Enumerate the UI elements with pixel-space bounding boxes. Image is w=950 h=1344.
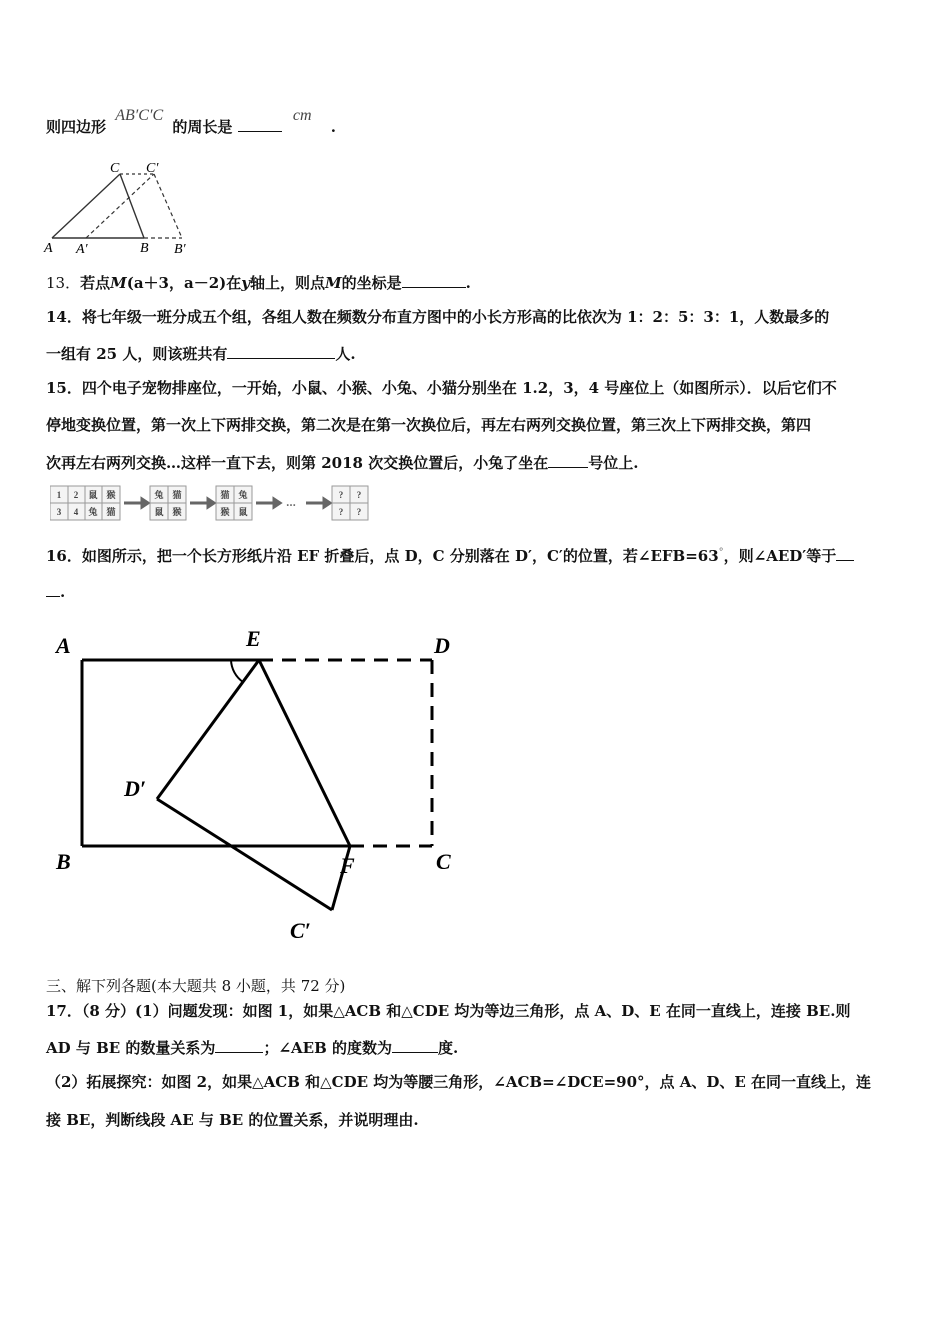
q15-line-3: [46, 452, 638, 473]
q15-grid1-cell-3: 鼠: [88, 490, 98, 500]
q13-end: .: [465, 274, 471, 292]
q16-edge-ED2: [157, 660, 259, 799]
q15-grid1-cell-5: 3: [56, 507, 62, 517]
q16-degree-sign: °: [718, 547, 724, 558]
q15-grid3-cell-1: 猫: [220, 490, 230, 500]
q12-label-A2: A′: [76, 242, 88, 256]
q12-middle: 的周长是: [172, 118, 233, 136]
q15-grid1-cell-4: 猴: [106, 490, 116, 500]
q17-line-1: 17．（8 分）(1）问题发现：如图 1，如果△ACB 和△CDE 均为等边三角形，点 A、D、E 在同一直线上，连接 BE.则: [46, 1002, 851, 1020]
q17-answer-blank-2: [392, 1038, 438, 1053]
q12-perimeter-line: [46, 107, 336, 137]
q15-grid-start: [50, 486, 120, 520]
q12-label-C: C: [110, 161, 120, 176]
q16-answer-blank-1: [836, 546, 854, 561]
q15-arrow-3: [256, 499, 280, 507]
q15-grid4-cell-1: ?: [338, 490, 344, 500]
q16-label-D: D: [434, 633, 450, 658]
q15-line-2: 停地变换位置，第一次上下两排交换，第二次是在第一次换位后，再左右两列交换位置，第三次上下两排交换，第四: [46, 416, 812, 434]
q15-ellipsis: …: [286, 498, 296, 509]
q16-text-end: ，则∠AED′等于: [723, 547, 837, 565]
q17-end: 度.: [437, 1039, 459, 1057]
q16-label-F: F: [340, 853, 355, 878]
q12-shape-name: AB′C′C: [115, 107, 164, 124]
q15-grid4-cell-4: ?: [356, 507, 362, 517]
q17-line-2: [46, 1037, 458, 1058]
q15-grid-unknown: [332, 486, 368, 520]
q17-text-a: AD 与 BE 的数量关系为: [46, 1039, 216, 1057]
q15-grid4-cell-2: ?: [356, 490, 362, 500]
q13-point-M2: M: [324, 274, 342, 292]
section-3-heading: 三、解下列各题(本大题共 8 小题，共 72 分): [46, 977, 346, 995]
q12-line-A2C2: [86, 174, 154, 238]
q15-grid2-cell-2: 猫: [172, 490, 182, 500]
q17-line-3: （2）拓展探究：如图 2，如果△ACB 和△CDE 均为等腰三角形，∠ACB=∠DCE=90°，点 A、D、E 在同一直线上，连: [46, 1073, 872, 1091]
q12-answer-blank: [238, 117, 282, 132]
q13-text-b: 在: [226, 274, 242, 292]
q15-grid2-cell-4: 猴: [172, 507, 182, 517]
q15-grid2-cell-1: 兔: [154, 490, 164, 500]
q15-grid3-cell-2: 兔: [238, 490, 248, 500]
q12-label-A: A: [44, 241, 53, 256]
q17-line-4: 接 BE，判断线段 AE 与 BE 的位置关系，并说明理由.: [46, 1111, 419, 1129]
q15-grid-step1: [150, 486, 186, 520]
q16-angle-mark: [231, 660, 243, 682]
q13-text-d: 的坐标是: [341, 274, 402, 292]
q15-grid-step2: [216, 486, 252, 520]
q14-line-1: 14．将七年级一班分成五个组，各组人数在频数分布直方图中的小长方形高的比依次为 1：2：5：3：1，人数最多的: [46, 308, 830, 326]
q14-end: 人.: [335, 345, 356, 363]
q14-answer-blank: [227, 344, 335, 359]
q13-coordinate: (a＋3，a－2): [126, 274, 227, 292]
q13-number: 13．: [46, 274, 81, 292]
q15-arrow-2: [190, 499, 214, 507]
q15-grid3-cell-4: 鼠: [238, 507, 248, 517]
q15-answer-blank: [548, 453, 588, 468]
q16-label-D2: D′: [124, 776, 147, 801]
q15-arrow-4: [306, 499, 330, 507]
q12-label-B: B: [140, 241, 149, 256]
q15-line-1: 15．四个电子宠物排座位，一开始，小鼠、小猴、小兔、小猫分别坐在 1.2，3，4 号座位上（如图所示）．以后它们不: [46, 379, 837, 397]
q16-edge-EF: [259, 660, 350, 846]
q15-grid4-cell-3: ?: [338, 507, 344, 517]
q16-fold-figure: [50, 622, 470, 952]
q13-text-a: 若点: [80, 274, 111, 292]
q12-label-C2: C′: [146, 161, 159, 176]
q12-end: .: [330, 118, 336, 136]
q15-arrow-1: [124, 499, 148, 507]
q16-label-C2: C′: [290, 918, 311, 943]
q15-text: 次再左右两列交换…这样一直下去，则第 2018 次交换位置后，小兔了坐在: [46, 454, 549, 472]
q17-text-b: ；∠AEB 的度数为: [263, 1039, 392, 1057]
q15-grid2-cell-3: 鼠: [154, 507, 164, 517]
q15-end: 号位上.: [588, 454, 639, 472]
q15-grid1-cell-7: 兔: [88, 507, 98, 517]
q12-line-C2B2: [154, 174, 182, 238]
q16-label-C: C: [436, 849, 451, 874]
q16-edge-D2C2: [157, 799, 332, 910]
q17-answer-blank-1: [215, 1038, 263, 1053]
q14-line-2: [46, 343, 356, 364]
q12-line-AC: [52, 174, 120, 238]
q13-line: [46, 272, 471, 293]
q15-grid1-cell-2: 2: [73, 490, 79, 500]
q15-grid1-cell-6: 4: [73, 507, 79, 517]
q12-prefix: 则四边形: [46, 118, 107, 136]
q12-unit: cm: [292, 107, 312, 124]
q15-grid1-cell-8: 猫: [106, 507, 116, 517]
q16-label-B: B: [56, 849, 71, 874]
q16-line-2: [46, 582, 65, 601]
q16-label-A: A: [56, 633, 71, 658]
q14-text: 一组有 25 人，则该班共有: [46, 345, 228, 363]
q16-label-E: E: [246, 626, 261, 651]
q16-text: 16．如图所示，把一个长方形纸片沿 EF 折叠后，点 D，C 分别落在 D′，C′的位置，若∠EFB=63: [46, 547, 719, 565]
q12-line-CB: [120, 174, 144, 238]
q13-point-M: M: [110, 274, 127, 292]
q15-grid1-cell-1: 1: [56, 490, 62, 500]
q12-triangle-figure: [40, 158, 200, 256]
q13-axis-y: y: [241, 274, 250, 292]
q16-answer-blank-2: [46, 582, 60, 597]
q16-line-1: [46, 545, 854, 566]
q15-seat-figure: [50, 484, 372, 524]
q13-answer-blank: [402, 273, 466, 288]
q15-grid3-cell-3: 猴: [220, 507, 230, 517]
q13-text-c: 轴上，则点: [249, 274, 325, 292]
q12-label-B2: B′: [174, 242, 186, 256]
q16-end: .: [60, 583, 66, 601]
